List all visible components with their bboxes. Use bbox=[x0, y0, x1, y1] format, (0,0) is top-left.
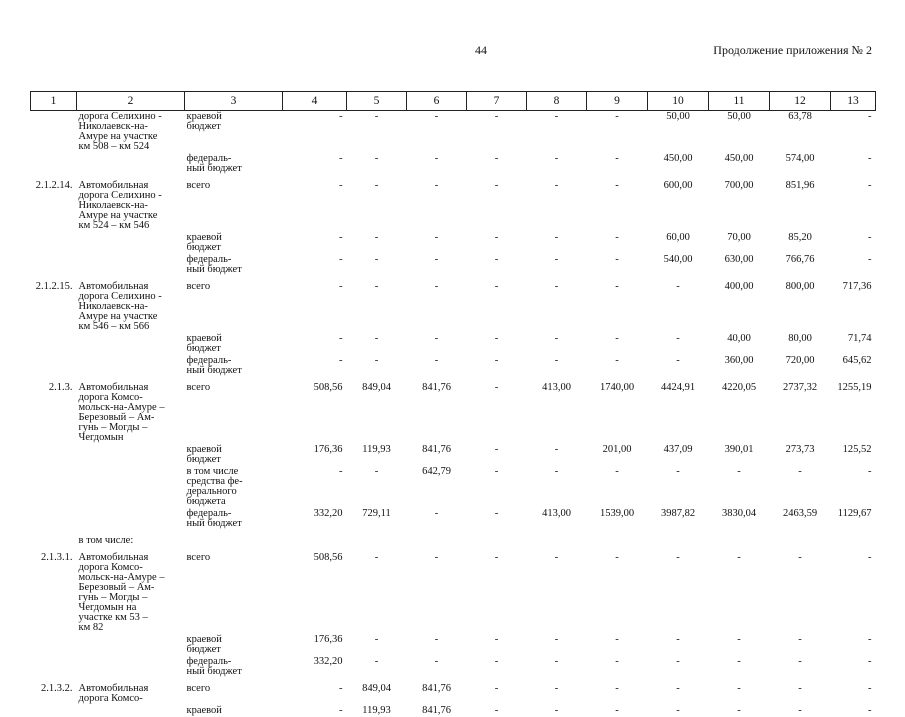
value-cell: - bbox=[709, 634, 770, 656]
object-name-cell: Автомобильная дорога Комсо- мольск-на-Амуре – Березовый – Ам- гунь – Могды – Чегдомын bbox=[77, 377, 185, 444]
value-cell: 574,00 bbox=[770, 153, 831, 175]
value-cell: 540,00 bbox=[648, 254, 709, 276]
funding-source-cell: федераль- ный бюджет bbox=[185, 355, 283, 377]
value-cell: 717,36 bbox=[831, 276, 876, 333]
value-cell: - bbox=[770, 678, 831, 705]
table-row bbox=[31, 175, 876, 232]
object-name-cell: в том числе: bbox=[77, 530, 185, 547]
column-header: 1 bbox=[31, 92, 77, 111]
value-cell: - bbox=[283, 232, 347, 254]
funding-source-cell: федераль- ный бюджет bbox=[185, 508, 283, 530]
value-cell: - bbox=[648, 678, 709, 705]
object-name-cell bbox=[77, 634, 185, 656]
value-cell: - bbox=[831, 678, 876, 705]
value-cell: - bbox=[527, 333, 587, 355]
value-cell: 1539,00 bbox=[587, 508, 648, 530]
value-cell: - bbox=[587, 175, 648, 232]
value-cell: 729,11 bbox=[347, 508, 407, 530]
table-row bbox=[31, 111, 876, 154]
value-cell: - bbox=[347, 175, 407, 232]
column-header: 12 bbox=[770, 92, 831, 111]
value-cell bbox=[648, 530, 709, 547]
value-cell: - bbox=[831, 232, 876, 254]
column-header: 11 bbox=[709, 92, 770, 111]
value-cell: - bbox=[283, 111, 347, 154]
value-cell: - bbox=[527, 175, 587, 232]
value-cell bbox=[407, 530, 467, 547]
value-cell: - bbox=[587, 111, 648, 154]
value-cell: - bbox=[467, 276, 527, 333]
value-cell: 176,36 bbox=[283, 444, 347, 466]
value-cell: 508,56 bbox=[283, 547, 347, 634]
value-cell: - bbox=[527, 705, 587, 717]
value-cell: 849,04 bbox=[347, 678, 407, 705]
table-row bbox=[31, 508, 876, 530]
object-name-cell bbox=[77, 333, 185, 355]
value-cell: 766,76 bbox=[770, 254, 831, 276]
table-row bbox=[31, 153, 876, 175]
value-cell: 645,62 bbox=[831, 355, 876, 377]
value-cell bbox=[467, 530, 527, 547]
value-cell: - bbox=[587, 466, 648, 508]
value-cell: - bbox=[467, 656, 527, 678]
funding-source-cell: краевой бюджет bbox=[185, 333, 283, 355]
item-number-cell bbox=[31, 656, 77, 678]
value-cell: - bbox=[347, 656, 407, 678]
value-cell: - bbox=[407, 333, 467, 355]
value-cell: - bbox=[467, 634, 527, 656]
value-cell: - bbox=[467, 355, 527, 377]
value-cell: - bbox=[467, 705, 527, 717]
value-cell: - bbox=[347, 355, 407, 377]
value-cell: - bbox=[407, 254, 467, 276]
funding-source-cell: краевой bbox=[185, 705, 283, 717]
table-row bbox=[31, 547, 876, 634]
value-cell: - bbox=[527, 547, 587, 634]
value-cell: 60,00 bbox=[648, 232, 709, 254]
value-cell bbox=[283, 530, 347, 547]
column-header: 5 bbox=[347, 92, 407, 111]
object-name-cell bbox=[77, 444, 185, 466]
value-cell: - bbox=[527, 634, 587, 656]
value-cell: - bbox=[831, 656, 876, 678]
value-cell: - bbox=[347, 276, 407, 333]
value-cell: - bbox=[407, 276, 467, 333]
value-cell: - bbox=[407, 153, 467, 175]
value-cell: - bbox=[467, 547, 527, 634]
value-cell: - bbox=[467, 508, 527, 530]
value-cell: - bbox=[467, 444, 527, 466]
value-cell: - bbox=[587, 333, 648, 355]
value-cell: - bbox=[648, 466, 709, 508]
value-cell: 437,09 bbox=[648, 444, 709, 466]
value-cell: - bbox=[587, 153, 648, 175]
table-row bbox=[31, 276, 876, 333]
value-cell: - bbox=[467, 466, 527, 508]
value-cell: - bbox=[283, 355, 347, 377]
value-cell: - bbox=[831, 175, 876, 232]
value-cell: 4424,91 bbox=[648, 377, 709, 444]
value-cell: - bbox=[347, 547, 407, 634]
column-header: 2 bbox=[77, 92, 185, 111]
value-cell: - bbox=[648, 547, 709, 634]
value-cell: 851,96 bbox=[770, 175, 831, 232]
table-body bbox=[31, 111, 876, 717]
funding-source-cell: всего bbox=[185, 276, 283, 333]
value-cell: - bbox=[467, 254, 527, 276]
value-cell: 4220,05 bbox=[709, 377, 770, 444]
value-cell: - bbox=[648, 276, 709, 333]
item-number-cell bbox=[31, 530, 77, 547]
column-header: 10 bbox=[648, 92, 709, 111]
value-cell: 80,00 bbox=[770, 333, 831, 355]
value-cell: - bbox=[407, 175, 467, 232]
value-cell: 3987,82 bbox=[648, 508, 709, 530]
object-name-cell bbox=[77, 254, 185, 276]
table-row bbox=[31, 333, 876, 355]
value-cell: 119,93 bbox=[347, 444, 407, 466]
value-cell: - bbox=[527, 444, 587, 466]
value-cell: 2737,32 bbox=[770, 377, 831, 444]
value-cell: - bbox=[587, 232, 648, 254]
value-cell: - bbox=[467, 111, 527, 154]
value-cell: - bbox=[407, 232, 467, 254]
value-cell: - bbox=[831, 466, 876, 508]
value-cell: - bbox=[709, 656, 770, 678]
value-cell: 125,52 bbox=[831, 444, 876, 466]
table-row bbox=[31, 530, 876, 547]
funding-source-cell: краевой бюджет bbox=[185, 232, 283, 254]
value-cell: 50,00 bbox=[648, 111, 709, 154]
item-number-cell bbox=[31, 333, 77, 355]
column-header: 7 bbox=[467, 92, 527, 111]
item-number-cell: 2.1.3.1. bbox=[31, 547, 77, 634]
value-cell: - bbox=[527, 232, 587, 254]
item-number-cell bbox=[31, 111, 77, 154]
value-cell: - bbox=[407, 547, 467, 634]
value-cell: - bbox=[347, 232, 407, 254]
column-header: 4 bbox=[283, 92, 347, 111]
value-cell: - bbox=[527, 656, 587, 678]
table-row bbox=[31, 678, 876, 705]
value-cell: - bbox=[831, 634, 876, 656]
value-cell bbox=[709, 530, 770, 547]
value-cell: - bbox=[587, 678, 648, 705]
value-cell bbox=[770, 530, 831, 547]
funding-source-cell: в том числе средства фе- дерального бюджета bbox=[185, 466, 283, 508]
value-cell: - bbox=[283, 175, 347, 232]
value-cell: - bbox=[648, 333, 709, 355]
page-number: 44 bbox=[475, 43, 487, 58]
funding-source-cell: всего bbox=[185, 547, 283, 634]
item-number-cell: 2.1.2.15. bbox=[31, 276, 77, 333]
item-number-cell bbox=[31, 254, 77, 276]
value-cell: - bbox=[587, 254, 648, 276]
value-cell: 3830,04 bbox=[709, 508, 770, 530]
object-name-cell bbox=[77, 705, 185, 717]
value-cell: - bbox=[648, 705, 709, 717]
value-cell: 720,00 bbox=[770, 355, 831, 377]
value-cell: 400,00 bbox=[709, 276, 770, 333]
table-row bbox=[31, 355, 876, 377]
object-name-cell bbox=[77, 508, 185, 530]
value-cell: - bbox=[770, 656, 831, 678]
value-cell: - bbox=[283, 153, 347, 175]
value-cell: 176,36 bbox=[283, 634, 347, 656]
value-cell: - bbox=[831, 547, 876, 634]
value-cell: - bbox=[283, 276, 347, 333]
value-cell: 450,00 bbox=[709, 153, 770, 175]
value-cell: - bbox=[587, 634, 648, 656]
appendix-continuation-title: Продолжение приложения № 2 bbox=[713, 43, 872, 58]
value-cell: 700,00 bbox=[709, 175, 770, 232]
value-cell: - bbox=[407, 634, 467, 656]
table-row bbox=[31, 634, 876, 656]
value-cell: - bbox=[709, 678, 770, 705]
value-cell: - bbox=[527, 276, 587, 333]
table-row bbox=[31, 232, 876, 254]
item-number-cell: 2.1.2.14. bbox=[31, 175, 77, 232]
value-cell: 2463,59 bbox=[770, 508, 831, 530]
item-number-cell bbox=[31, 444, 77, 466]
value-cell: 450,00 bbox=[648, 153, 709, 175]
value-cell: 1255,19 bbox=[831, 377, 876, 444]
value-cell: - bbox=[407, 508, 467, 530]
budget-table bbox=[30, 91, 876, 717]
value-cell: 63,78 bbox=[770, 111, 831, 154]
item-number-cell: 2.1.3.2. bbox=[31, 678, 77, 705]
table-header-row bbox=[31, 92, 876, 111]
value-cell bbox=[527, 530, 587, 547]
value-cell: 642,79 bbox=[407, 466, 467, 508]
value-cell: 390,01 bbox=[709, 444, 770, 466]
value-cell: - bbox=[709, 466, 770, 508]
object-name-cell bbox=[77, 153, 185, 175]
value-cell: 413,00 bbox=[527, 377, 587, 444]
value-cell: - bbox=[587, 705, 648, 717]
value-cell: - bbox=[527, 153, 587, 175]
value-cell: - bbox=[347, 254, 407, 276]
value-cell: 849,04 bbox=[347, 377, 407, 444]
value-cell: - bbox=[831, 254, 876, 276]
value-cell: - bbox=[648, 355, 709, 377]
value-cell: - bbox=[587, 276, 648, 333]
funding-source-cell bbox=[185, 530, 283, 547]
value-cell: - bbox=[831, 153, 876, 175]
value-cell: - bbox=[283, 705, 347, 717]
value-cell: 70,00 bbox=[709, 232, 770, 254]
item-number-cell bbox=[31, 153, 77, 175]
value-cell: 800,00 bbox=[770, 276, 831, 333]
funding-source-cell: краевой бюджет bbox=[185, 111, 283, 154]
funding-source-cell: всего bbox=[185, 678, 283, 705]
value-cell: - bbox=[587, 656, 648, 678]
table-row bbox=[31, 466, 876, 508]
value-cell: 841,76 bbox=[407, 678, 467, 705]
value-cell: 841,76 bbox=[407, 377, 467, 444]
funding-source-cell: федераль- ный бюджет bbox=[185, 153, 283, 175]
table-row bbox=[31, 377, 876, 444]
funding-source-cell: федераль- ный бюджет bbox=[185, 254, 283, 276]
table-row bbox=[31, 656, 876, 678]
value-cell: - bbox=[527, 466, 587, 508]
item-number-cell bbox=[31, 705, 77, 717]
value-cell: - bbox=[648, 634, 709, 656]
value-cell: - bbox=[770, 634, 831, 656]
value-cell: - bbox=[467, 377, 527, 444]
value-cell: - bbox=[407, 355, 467, 377]
value-cell bbox=[831, 530, 876, 547]
value-cell: - bbox=[831, 705, 876, 717]
value-cell: 273,73 bbox=[770, 444, 831, 466]
item-number-cell bbox=[31, 466, 77, 508]
value-cell: - bbox=[527, 111, 587, 154]
value-cell: - bbox=[709, 705, 770, 717]
value-cell: - bbox=[467, 678, 527, 705]
value-cell: - bbox=[467, 153, 527, 175]
value-cell: 1129,67 bbox=[831, 508, 876, 530]
object-name-cell bbox=[77, 466, 185, 508]
funding-source-cell: краевой бюджет bbox=[185, 444, 283, 466]
funding-source-cell: краевой бюджет bbox=[185, 634, 283, 656]
column-header: 3 bbox=[185, 92, 283, 111]
value-cell: - bbox=[283, 333, 347, 355]
value-cell: - bbox=[527, 678, 587, 705]
column-header: 9 bbox=[587, 92, 648, 111]
value-cell: 508,56 bbox=[283, 377, 347, 444]
item-number-cell bbox=[31, 355, 77, 377]
value-cell: 332,20 bbox=[283, 656, 347, 678]
value-cell: 600,00 bbox=[648, 175, 709, 232]
value-cell: 841,76 bbox=[407, 444, 467, 466]
value-cell: - bbox=[407, 111, 467, 154]
value-cell: 630,00 bbox=[709, 254, 770, 276]
value-cell: - bbox=[407, 656, 467, 678]
item-number-cell bbox=[31, 634, 77, 656]
value-cell: 50,00 bbox=[709, 111, 770, 154]
value-cell: - bbox=[770, 466, 831, 508]
object-name-cell bbox=[77, 355, 185, 377]
value-cell: - bbox=[770, 547, 831, 634]
value-cell: - bbox=[770, 705, 831, 717]
object-name-cell: Автомобильная дорога Комсо- bbox=[77, 678, 185, 705]
object-name-cell: Автомобильная дорога Селихино - Николаевск-на- Амуре на участке км 524 – км 546 bbox=[77, 175, 185, 232]
value-cell: 71,74 bbox=[831, 333, 876, 355]
value-cell: 332,20 bbox=[283, 508, 347, 530]
table-row bbox=[31, 254, 876, 276]
item-number-cell: 2.1.3. bbox=[31, 377, 77, 444]
value-cell: 85,20 bbox=[770, 232, 831, 254]
value-cell: - bbox=[347, 466, 407, 508]
value-cell: 201,00 bbox=[587, 444, 648, 466]
value-cell: - bbox=[467, 175, 527, 232]
value-cell: - bbox=[709, 547, 770, 634]
value-cell: - bbox=[347, 153, 407, 175]
table-row bbox=[31, 444, 876, 466]
column-header: 8 bbox=[527, 92, 587, 111]
value-cell: - bbox=[347, 111, 407, 154]
value-cell: - bbox=[648, 656, 709, 678]
value-cell: 360,00 bbox=[709, 355, 770, 377]
column-header: 13 bbox=[831, 92, 876, 111]
value-cell: - bbox=[587, 355, 648, 377]
value-cell: - bbox=[467, 333, 527, 355]
funding-source-cell: федераль- ный бюджет bbox=[185, 656, 283, 678]
object-name-cell: Автомобильная дорога Селихино - Николаевск-на- Амуре на участке км 546 – км 566 bbox=[77, 276, 185, 333]
funding-source-cell: всего bbox=[185, 175, 283, 232]
value-cell: 841,76 bbox=[407, 705, 467, 717]
value-cell: - bbox=[283, 678, 347, 705]
value-cell: - bbox=[283, 466, 347, 508]
object-name-cell: Автомобильная дорога Комсо- мольск-на-Амуре – Березовый – Ам- гунь – Могды – Чегдомын на участке км 53 – км 82 bbox=[77, 547, 185, 634]
table-header bbox=[31, 92, 876, 111]
value-cell: - bbox=[347, 634, 407, 656]
object-name-cell: дорога Селихино - Николаевск-на- Амуре на участке км 508 – км 524 bbox=[77, 111, 185, 154]
value-cell bbox=[587, 530, 648, 547]
value-cell: - bbox=[527, 355, 587, 377]
value-cell: - bbox=[831, 111, 876, 154]
value-cell: - bbox=[467, 232, 527, 254]
value-cell: - bbox=[587, 547, 648, 634]
value-cell: 1740,00 bbox=[587, 377, 648, 444]
value-cell: 40,00 bbox=[709, 333, 770, 355]
value-cell: 119,93 bbox=[347, 705, 407, 717]
item-number-cell bbox=[31, 232, 77, 254]
item-number-cell bbox=[31, 508, 77, 530]
value-cell: - bbox=[283, 254, 347, 276]
table-row bbox=[31, 705, 876, 717]
object-name-cell bbox=[77, 232, 185, 254]
column-header: 6 bbox=[407, 92, 467, 111]
funding-source-cell: всего bbox=[185, 377, 283, 444]
value-cell bbox=[347, 530, 407, 547]
value-cell: - bbox=[527, 254, 587, 276]
object-name-cell bbox=[77, 656, 185, 678]
value-cell: - bbox=[347, 333, 407, 355]
value-cell: 413,00 bbox=[527, 508, 587, 530]
